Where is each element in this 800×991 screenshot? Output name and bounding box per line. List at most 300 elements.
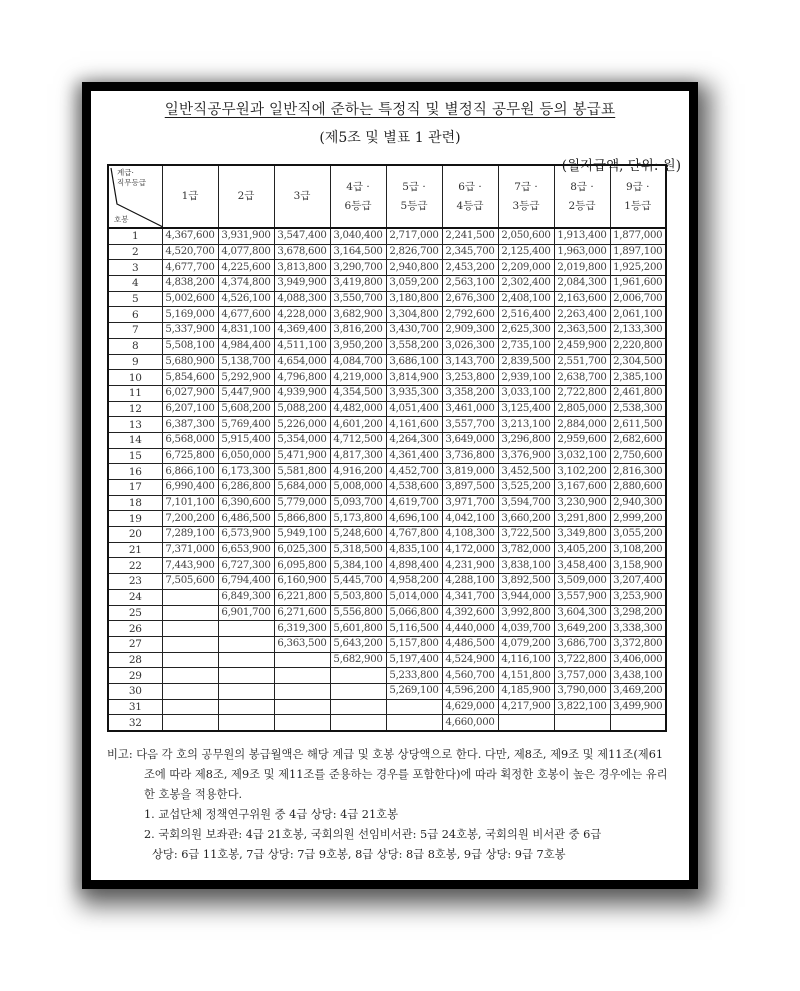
salary-cell: 3,405,200 (554, 542, 610, 558)
salary-cell: 2,363,500 (554, 323, 610, 339)
salary-cell: 5,608,200 (218, 401, 274, 417)
salary-cell: 3,298,200 (610, 605, 666, 621)
salary-cell (330, 715, 386, 731)
salary-cell: 4,172,000 (442, 542, 498, 558)
column-header (386, 165, 442, 228)
salary-cell: 3,304,800 (386, 307, 442, 323)
salary-cell: 3,452,500 (498, 464, 554, 480)
salary-cell: 4,088,300 (274, 291, 330, 307)
salary-cell: 2,241,500 (442, 228, 498, 244)
step-number-cell: 21 (108, 542, 162, 558)
salary-cell: 5,014,000 (386, 589, 442, 605)
salary-cell: 5,601,800 (330, 621, 386, 637)
salary-cell: 6,727,300 (218, 558, 274, 574)
salary-cell: 3,499,900 (610, 699, 666, 715)
salary-cell (218, 621, 274, 637)
salary-cell: 3,180,800 (386, 291, 442, 307)
salary-cell (162, 605, 218, 621)
salary-cell: 4,560,700 (442, 668, 498, 684)
salary-cell: 5,680,900 (162, 354, 218, 370)
salary-cell: 6,286,800 (218, 480, 274, 496)
table-row (108, 307, 666, 323)
salary-cell: 3,125,400 (498, 401, 554, 417)
salary-cell: 4,354,500 (330, 385, 386, 401)
table-row (108, 652, 666, 668)
step-number-cell: 3 (108, 260, 162, 276)
salary-cell: 3,594,700 (498, 495, 554, 511)
salary-cell: 6,221,800 (274, 589, 330, 605)
salary-cell: 4,767,800 (386, 527, 442, 543)
salary-cell: 1,877,000 (610, 228, 666, 244)
table-row (108, 260, 666, 276)
salary-cell: 4,084,700 (330, 354, 386, 370)
salary-cell: 3,757,000 (554, 668, 610, 684)
salary-cell: 2,006,700 (610, 291, 666, 307)
table-row (108, 715, 666, 731)
salary-cell: 6,025,300 (274, 542, 330, 558)
step-number-cell: 22 (108, 558, 162, 574)
salary-cell: 6,271,600 (274, 605, 330, 621)
step-number-cell: 32 (108, 715, 162, 731)
salary-cell: 3,604,300 (554, 605, 610, 621)
salary-cell: 3,722,800 (554, 652, 610, 668)
step-number-cell: 28 (108, 652, 162, 668)
salary-cell: 3,430,700 (386, 323, 442, 339)
table-row (108, 244, 666, 260)
salary-cell: 7,505,600 (162, 574, 218, 590)
salary-cell: 5,384,100 (330, 558, 386, 574)
corner-label-step: 호봉 (114, 215, 129, 224)
salary-cell (274, 683, 330, 699)
salary-cell (218, 699, 274, 715)
salary-cell: 6,095,800 (274, 558, 330, 574)
salary-cell: 4,482,000 (330, 401, 386, 417)
salary-cell: 2,826,700 (386, 244, 442, 260)
salary-cell: 3,547,400 (274, 228, 330, 244)
document-frame (82, 82, 698, 889)
salary-cell: 6,725,800 (162, 448, 218, 464)
salary-cell: 6,866,100 (162, 464, 218, 480)
salary-cell: 3,814,900 (386, 370, 442, 386)
salary-cell: 5,447,900 (218, 385, 274, 401)
salary-cell: 7,443,900 (162, 558, 218, 574)
salary-cell: 6,653,900 (218, 542, 274, 558)
salary-cell: 1,961,600 (610, 276, 666, 292)
salary-cell: 4,042,100 (442, 511, 498, 527)
salary-cell: 4,511,100 (274, 338, 330, 354)
column-header-line1: 3급 (293, 190, 311, 202)
salary-cell: 2,880,600 (610, 480, 666, 496)
step-number-cell: 29 (108, 668, 162, 684)
salary-cell: 4,077,800 (218, 244, 274, 260)
salary-cell: 5,508,100 (162, 338, 218, 354)
step-number-cell: 10 (108, 370, 162, 386)
salary-cell: 2,959,600 (554, 432, 610, 448)
salary-cell: 2,209,000 (498, 260, 554, 276)
salary-cell: 2,551,700 (554, 354, 610, 370)
salary-cell: 2,061,100 (610, 307, 666, 323)
table-row (108, 323, 666, 339)
salary-cell: 7,200,200 (162, 511, 218, 527)
salary-cell: 4,538,600 (386, 480, 442, 496)
step-number-cell: 17 (108, 480, 162, 496)
column-header (274, 165, 330, 228)
notes-item-2-line1: 2. 국회의원 보좌관: 4급 21호봉, 국회의원 선임비서관: 5급 24호봉, 국회의원 비서관 중 6급 (144, 828, 602, 841)
salary-cell: 3,158,900 (610, 558, 666, 574)
salary-cell: 4,161,600 (386, 417, 442, 433)
salary-cell (610, 715, 666, 731)
step-number-cell: 24 (108, 589, 162, 605)
salary-cell: 5,157,800 (386, 636, 442, 652)
salary-cell: 4,596,200 (442, 683, 498, 699)
step-number-cell: 20 (108, 527, 162, 543)
salary-cell: 6,173,300 (218, 464, 274, 480)
table-row (108, 527, 666, 543)
salary-cell: 3,819,000 (442, 464, 498, 480)
salary-cell: 4,696,100 (386, 511, 442, 527)
salary-cell: 3,782,000 (498, 542, 554, 558)
salary-cell: 6,160,900 (274, 574, 330, 590)
salary-cell: 6,568,000 (162, 432, 218, 448)
salary-cell (162, 715, 218, 731)
corner-label-grade: 계급· (117, 168, 134, 177)
salary-cell: 2,345,700 (442, 244, 498, 260)
salary-cell: 6,990,400 (162, 480, 218, 496)
salary-cell: 3,813,800 (274, 260, 330, 276)
column-header-line1: 9급 · (626, 180, 650, 193)
salary-cell: 4,367,600 (162, 228, 218, 244)
salary-cell: 3,055,200 (610, 527, 666, 543)
salary-cell (330, 683, 386, 699)
step-number-cell: 8 (108, 338, 162, 354)
step-number-cell: 19 (108, 511, 162, 527)
salary-cell: 3,992,800 (498, 605, 554, 621)
salary-cell: 4,440,000 (442, 621, 498, 637)
table-row (108, 228, 666, 244)
salary-cell: 5,769,400 (218, 417, 274, 433)
column-header (442, 165, 498, 228)
salary-cell: 3,438,100 (610, 668, 666, 684)
salary-cell (274, 668, 330, 684)
salary-cell: 2,940,300 (610, 495, 666, 511)
salary-cell: 4,677,600 (218, 307, 274, 323)
column-header (498, 165, 554, 228)
salary-cell: 3,458,400 (554, 558, 610, 574)
salary-cell: 4,712,500 (330, 432, 386, 448)
column-header-line2: 3등급 (512, 199, 540, 212)
salary-cell: 2,676,300 (442, 291, 498, 307)
salary-cell: 3,660,200 (498, 511, 554, 527)
table-header-row (108, 165, 666, 228)
table-row (108, 574, 666, 590)
step-number-cell: 30 (108, 683, 162, 699)
salary-cell: 5,445,700 (330, 574, 386, 590)
table-row (108, 605, 666, 621)
salary-cell (218, 715, 274, 731)
step-number-cell: 4 (108, 276, 162, 292)
salary-cell: 5,197,400 (386, 652, 442, 668)
salary-cell: 2,750,600 (610, 448, 666, 464)
salary-cell: 4,835,100 (386, 542, 442, 558)
salary-cell: 4,151,800 (498, 668, 554, 684)
salary-cell: 3,207,400 (610, 574, 666, 590)
salary-cell: 3,108,200 (610, 542, 666, 558)
salary-cell: 5,292,900 (218, 370, 274, 386)
salary-cell: 5,682,900 (330, 652, 386, 668)
step-number-cell: 5 (108, 291, 162, 307)
salary-cell: 4,916,200 (330, 464, 386, 480)
salary-cell: 4,619,700 (386, 495, 442, 511)
salary-cell: 4,601,200 (330, 417, 386, 433)
corner-label-job-grade: 직무등급 (117, 178, 146, 187)
salary-cell (162, 636, 218, 652)
salary-cell: 4,654,000 (274, 354, 330, 370)
salary-cell: 3,558,200 (386, 338, 442, 354)
step-number-cell: 11 (108, 385, 162, 401)
salary-cell: 2,084,300 (554, 276, 610, 292)
salary-cell: 3,525,200 (498, 480, 554, 496)
salary-cell: 4,524,900 (442, 652, 498, 668)
step-number-cell: 6 (108, 307, 162, 323)
salary-cell: 4,392,600 (442, 605, 498, 621)
salary-cell: 4,660,000 (442, 715, 498, 731)
salary-cell: 2,563,100 (442, 276, 498, 292)
salary-cell: 3,557,900 (554, 589, 610, 605)
step-number-cell: 2 (108, 244, 162, 260)
salary-cell: 4,898,400 (386, 558, 442, 574)
notes-item-1: 1. 교섭단체 정책연구위원 중 4급 상당: 4급 21호봉 (144, 808, 398, 821)
table-row (108, 589, 666, 605)
salary-cell: 5,066,800 (386, 605, 442, 621)
salary-cell: 3,686,700 (554, 636, 610, 652)
salary-cell (274, 652, 330, 668)
salary-cell: 3,033,100 (498, 385, 554, 401)
salary-cell (274, 699, 330, 715)
salary-cell (330, 668, 386, 684)
salary-cell: 5,854,600 (162, 370, 218, 386)
step-number-cell: 18 (108, 495, 162, 511)
salary-cell: 3,358,200 (442, 385, 498, 401)
table-row (108, 276, 666, 292)
salary-cell: 2,220,800 (610, 338, 666, 354)
salary-cell: 2,625,300 (498, 323, 554, 339)
salary-cell (386, 699, 442, 715)
salary-cell: 1,963,000 (554, 244, 610, 260)
salary-cell: 2,459,900 (554, 338, 610, 354)
salary-cell (162, 652, 218, 668)
salary-cell: 2,050,600 (498, 228, 554, 244)
salary-cell: 3,790,000 (554, 683, 610, 699)
salary-cell: 3,678,600 (274, 244, 330, 260)
salary-cell: 3,032,100 (554, 448, 610, 464)
salary-cell: 4,228,000 (274, 307, 330, 323)
table-row (108, 699, 666, 715)
salary-cell (162, 621, 218, 637)
table-row (108, 464, 666, 480)
salary-cell: 3,213,100 (498, 417, 554, 433)
salary-cell: 3,026,300 (442, 338, 498, 354)
table-row (108, 683, 666, 699)
table-row (108, 621, 666, 637)
salary-cell: 3,897,500 (442, 480, 498, 496)
salary-cell: 3,296,800 (498, 432, 554, 448)
salary-cell: 5,354,000 (274, 432, 330, 448)
salary-cell: 4,796,800 (274, 370, 330, 386)
salary-cell (162, 699, 218, 715)
table-row (108, 354, 666, 370)
salary-cell: 3,372,800 (610, 636, 666, 652)
salary-cell: 2,163,600 (554, 291, 610, 307)
salary-cell: 5,008,000 (330, 480, 386, 496)
salary-cell: 3,682,900 (330, 307, 386, 323)
column-header-line2: 5등급 (400, 199, 428, 212)
salary-cell: 5,471,900 (274, 448, 330, 464)
salary-cell: 2,816,300 (610, 464, 666, 480)
salary-cell: 4,361,400 (386, 448, 442, 464)
step-number-cell: 7 (108, 323, 162, 339)
column-header-line1: 5급 · (402, 180, 426, 193)
notes-section (107, 745, 669, 865)
salary-cell: 2,792,600 (442, 307, 498, 323)
salary-cell: 5,643,200 (330, 636, 386, 652)
step-number-cell: 23 (108, 574, 162, 590)
salary-cell: 2,385,100 (610, 370, 666, 386)
table-row (108, 385, 666, 401)
salary-cell: 3,931,900 (218, 228, 274, 244)
salary-cell: 3,649,000 (442, 432, 498, 448)
table-row (108, 480, 666, 496)
salary-cell: 5,915,400 (218, 432, 274, 448)
salary-cell: 1,897,100 (610, 244, 666, 260)
salary-cell: 2,839,500 (498, 354, 554, 370)
salary-cell: 7,101,100 (162, 495, 218, 511)
step-number-cell: 13 (108, 417, 162, 433)
salary-cell: 4,374,800 (218, 276, 274, 292)
salary-cell: 2,638,700 (554, 370, 610, 386)
column-header-line2: 2등급 (568, 199, 596, 212)
salary-cell: 6,573,900 (218, 527, 274, 543)
salary-cell: 2,302,400 (498, 276, 554, 292)
salary-cell: 4,051,400 (386, 401, 442, 417)
salary-cell: 2,408,100 (498, 291, 554, 307)
salary-cell: 2,884,000 (554, 417, 610, 433)
corner-header-cell (108, 165, 162, 228)
salary-cell: 3,722,500 (498, 527, 554, 543)
table-row (108, 558, 666, 574)
salary-cell: 4,341,700 (442, 589, 498, 605)
salary-cell: 3,253,900 (610, 589, 666, 605)
step-number-cell: 12 (108, 401, 162, 417)
salary-cell: 3,935,300 (386, 385, 442, 401)
column-header-line1: 8급 · (570, 180, 594, 193)
salary-cell: 2,538,300 (610, 401, 666, 417)
table-row (108, 511, 666, 527)
salary-cell: 3,290,700 (330, 260, 386, 276)
salary-cell: 2,263,400 (554, 307, 610, 323)
salary-cell: 2,611,500 (610, 417, 666, 433)
salary-cell: 4,264,300 (386, 432, 442, 448)
salary-cell (330, 699, 386, 715)
salary-cell: 3,892,500 (498, 574, 554, 590)
salary-cell: 3,686,100 (386, 354, 442, 370)
table-row (108, 338, 666, 354)
salary-cell: 4,629,000 (442, 699, 498, 715)
salary-cell: 3,816,200 (330, 323, 386, 339)
column-header (610, 165, 666, 228)
table-row (108, 448, 666, 464)
salary-cell: 5,556,800 (330, 605, 386, 621)
salary-cell: 4,939,900 (274, 385, 330, 401)
salary-cell: 3,040,400 (330, 228, 386, 244)
salary-cell: 1,925,200 (610, 260, 666, 276)
notes-item-2-line2: 상당: 6급 11호봉, 7급 상당: 7급 9호봉, 8급 상당: 8급 8호봉, 9급 상당: 9급 7호봉 (152, 848, 566, 861)
salary-cell: 3,102,200 (554, 464, 610, 480)
column-header-line2: 1등급 (624, 199, 652, 212)
column-header-line2: 6등급 (344, 199, 372, 212)
salary-cell: 3,230,900 (554, 495, 610, 511)
table-row (108, 432, 666, 448)
salary-cell: 4,116,100 (498, 652, 554, 668)
salary-cell: 4,219,000 (330, 370, 386, 386)
salary-cell: 5,169,000 (162, 307, 218, 323)
step-number-cell: 16 (108, 464, 162, 480)
salary-cell (554, 715, 610, 731)
salary-cell: 3,822,100 (554, 699, 610, 715)
step-number-cell: 25 (108, 605, 162, 621)
salary-cell: 4,452,700 (386, 464, 442, 480)
salary-cell: 5,337,900 (162, 323, 218, 339)
salary-cell: 2,133,300 (610, 323, 666, 339)
salary-cell: 5,248,600 (330, 527, 386, 543)
salary-cell: 3,971,700 (442, 495, 498, 511)
column-header (330, 165, 386, 228)
column-header (554, 165, 610, 228)
salary-cell: 2,516,400 (498, 307, 554, 323)
salary-cell: 3,944,000 (498, 589, 554, 605)
salary-cell: 3,419,800 (330, 276, 386, 292)
salary-cell: 5,116,500 (386, 621, 442, 637)
salary-cell (162, 683, 218, 699)
salary-cell: 3,649,200 (554, 621, 610, 637)
salary-cell: 1,913,400 (554, 228, 610, 244)
salary-cell: 4,520,700 (162, 244, 218, 260)
salary-cell: 2,805,000 (554, 401, 610, 417)
step-number-cell: 26 (108, 621, 162, 637)
salary-cell: 6,486,500 (218, 511, 274, 527)
salary-cell: 2,722,800 (554, 385, 610, 401)
salary-cell: 6,849,300 (218, 589, 274, 605)
column-header-line2: 4등급 (456, 199, 484, 212)
salary-cell: 4,039,700 (498, 621, 554, 637)
salary-cell: 3,469,200 (610, 683, 666, 699)
salary-cell: 3,349,800 (554, 527, 610, 543)
salary-cell: 2,019,800 (554, 260, 610, 276)
salary-cell: 2,304,500 (610, 354, 666, 370)
salary-cell: 4,958,200 (386, 574, 442, 590)
column-header-line1: 1급 (181, 190, 199, 202)
salary-cell: 5,684,000 (274, 480, 330, 496)
salary-cell: 5,226,000 (274, 417, 330, 433)
salary-cell: 4,526,100 (218, 291, 274, 307)
salary-cell: 4,217,900 (498, 699, 554, 715)
salary-cell (218, 636, 274, 652)
step-number-cell: 14 (108, 432, 162, 448)
salary-cell: 3,550,700 (330, 291, 386, 307)
salary-cell: 3,059,200 (386, 276, 442, 292)
table-row (108, 495, 666, 511)
salary-cell: 4,817,300 (330, 448, 386, 464)
table-row (108, 417, 666, 433)
